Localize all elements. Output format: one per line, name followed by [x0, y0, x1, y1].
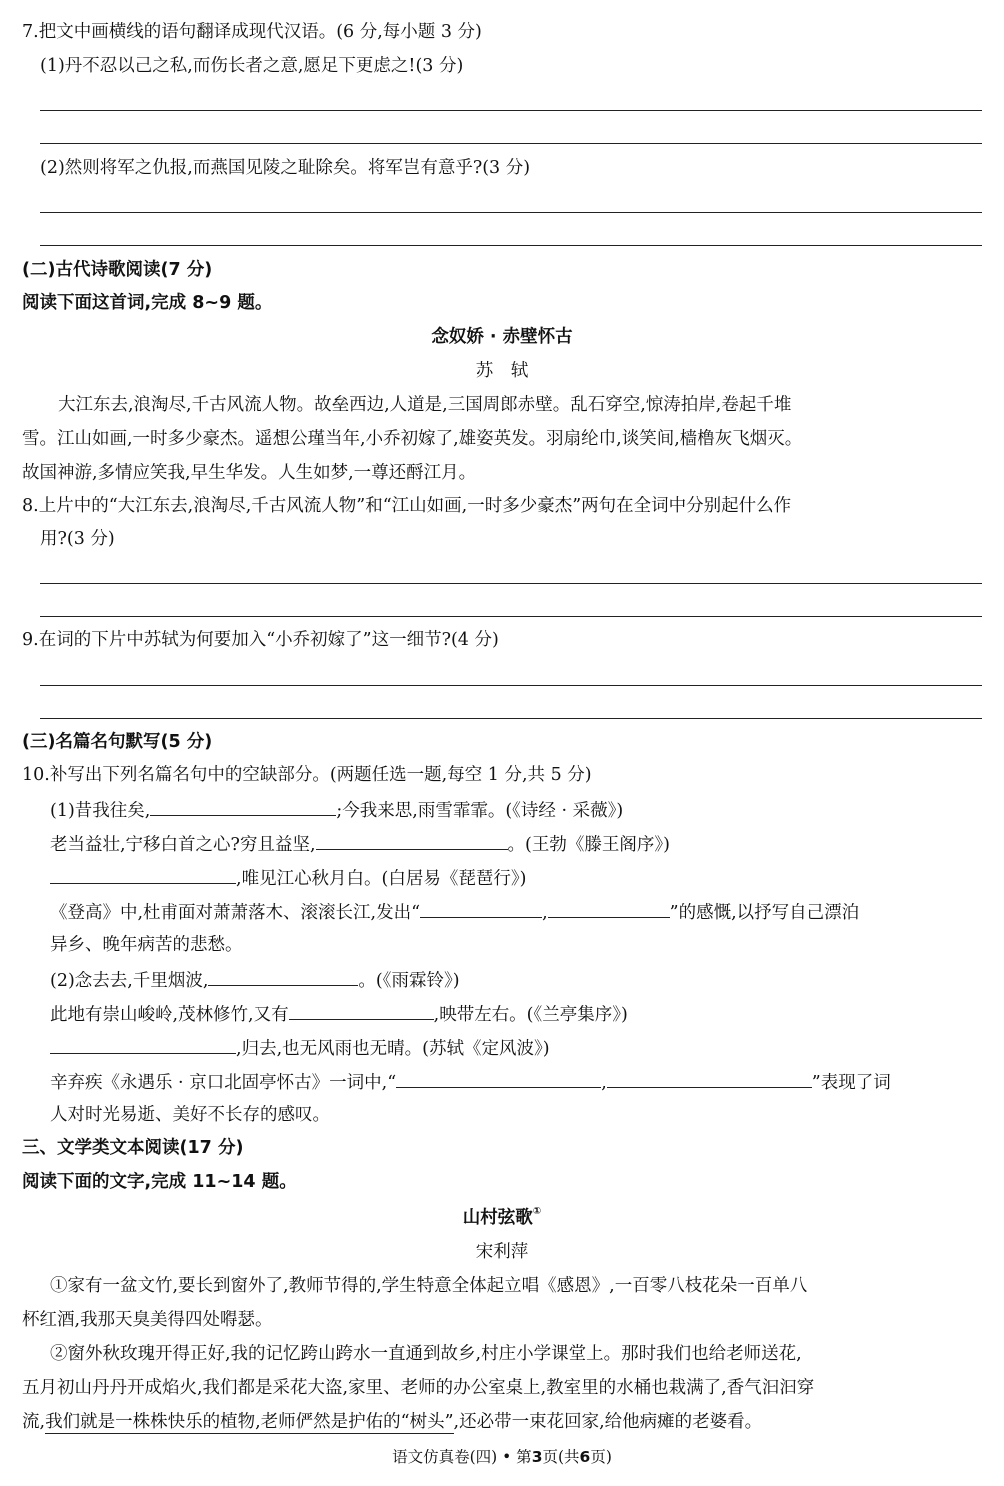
fill-line-8: 辛弃疾《永遇乐 · 京口北固亭怀古》一词中,“ , ”表现了词 [50, 1069, 891, 1095]
poem-author: 苏 轼 [475, 361, 529, 381]
article-title: 山村弦歌① [462, 1206, 542, 1228]
answer-line [40, 143, 982, 144]
section-heading-recitation: (三)名篇名句默写(5 分) [22, 732, 213, 752]
fill-blank[interactable] [150, 797, 336, 816]
q7-stem: 7.把文中画横线的语句翻译成现代汉语。(6 分,每小题 3 分) [22, 22, 482, 42]
footnote-marker: ① [532, 1206, 542, 1217]
underlined-sentence: 我们就是一株株快乐的植物,老师俨然是护佑的“树头” [45, 1412, 454, 1432]
fill-line-1: (1)昔我往矣, ;今我来思,雨雪霏霏。(《诗经 · 采薇》) [50, 797, 623, 823]
paragraph-line: ②窗外秋玫瑰开得正好,我的记忆跨山跨水一直通到故乡,村庄小学课堂上。那时我们也给老师送花, [50, 1344, 802, 1364]
page-footer: 语文仿真卷(四) • 第3页(共6页) [392, 1448, 612, 1466]
fill-blank[interactable] [316, 831, 508, 850]
q10-stem: 10.补写出下列名篇名句中的空缺部分。(两题任选一题,每空 1 分,共 5 分) [22, 765, 592, 785]
answer-line [40, 212, 982, 213]
q8-stem: 8.上片中的“大江东去,浪淘尽,千古风流人物”和“江山如画,一时多少豪杰”两句在全词中分别起什么作 [22, 496, 792, 516]
answer-line [40, 110, 982, 111]
page-number: 3 [531, 1448, 543, 1466]
q7-sub2: (2)然则将军之仇报,而燕国见陵之耻除矣。将军岂有意乎?(3 分) [40, 158, 531, 178]
fill-blank[interactable] [50, 1035, 236, 1054]
fill-blank[interactable] [208, 967, 358, 986]
fill-line-4-cont: 异乡、晚年病苦的悲愁。 [50, 935, 243, 955]
fill-line-3: ,唯见江心秋月白。(白居易《琵琶行》) [50, 865, 526, 891]
poem-line: 雪。江山如画,一时多少豪杰。遥想公瑾当年,小乔初嫁了,雄姿英发。羽扇纶巾,谈笑间,樯橹灰飞烟灭。 [22, 429, 803, 449]
fill-line-4: 《登高》中,杜甫面对萧萧落木、滚滚长江,发出“ , ”的感慨,以抒写自己漂泊 [50, 899, 859, 925]
answer-line [40, 583, 982, 584]
fill-line-5: (2)念去去,千里烟波, 。(《雨霖铃》) [50, 967, 460, 993]
fill-line-6: 此地有崇山峻岭,茂林修竹,又有 ,映带左右。(《兰亭集序》) [50, 1001, 628, 1027]
fill-blank[interactable] [548, 899, 670, 918]
answer-line [40, 685, 982, 686]
fill-blank[interactable] [289, 1001, 434, 1020]
answer-line [40, 718, 982, 719]
paragraph-line: 杯红酒,我那天臭美得四处嘚瑟。 [22, 1310, 273, 1330]
fill-blank[interactable] [607, 1069, 812, 1088]
article-author: 宋利萍 [475, 1242, 529, 1262]
fill-line-2: 老当益壮,宁移白首之心?穷且益坚, 。(王勃《滕王阁序》) [50, 831, 670, 857]
answer-line [40, 616, 982, 617]
q9-stem: 9.在词的下片中苏轼为何要加入“小乔初嫁了”这一细节?(4 分) [22, 630, 499, 650]
answer-line [40, 245, 982, 246]
paragraph-line: 五月初山丹丹开成焰火,我们都是采花大盗,家里、老师的办公室桌上,教室里的水桶也栽满了,香气汩汩穿 [22, 1378, 815, 1398]
literary-instruction: 阅读下面的文字,完成 11~14 题。 [22, 1172, 297, 1192]
poem-line: 故国神游,多情应笑我,早生华发。人生如梦,一尊还酹江月。 [22, 463, 477, 483]
fill-blank[interactable] [396, 1069, 601, 1088]
part-heading-literary: 三、文学类文本阅读(17 分) [22, 1138, 244, 1158]
section-heading-poetry: (二)古代诗歌阅读(7 分) [22, 260, 213, 280]
q8-stem-cont: 用?(3 分) [40, 529, 115, 549]
poem-title: 念奴娇 · 赤壁怀古 [431, 327, 573, 347]
paragraph-line: ①家有一盆文竹,要长到窗外了,教师节得的,学生特意全体起立唱《感恩》,一百零八枝花朵一百单八 [50, 1276, 808, 1296]
poem-line: 大江东去,浪淘尽,千古风流人物。故垒西边,人道是,三国周郎赤壁。乱石穿空,惊涛拍岸,卷起千堆 [58, 395, 792, 415]
fill-blank[interactable] [420, 899, 542, 918]
fill-line-8-cont: 人对时光易逝、美好不长存的感叹。 [50, 1105, 330, 1125]
q7-sub1: (1)丹不忍以己之私,而伤长者之意,愿足下更虑之!(3 分) [40, 56, 464, 76]
poetry-instruction: 阅读下面这首词,完成 8~9 题。 [22, 293, 273, 313]
fill-line-7: ,归去,也无风雨也无晴。(苏轼《定风波》) [50, 1035, 550, 1061]
paragraph-line: 流,我们就是一株株快乐的植物,老师俨然是护佑的“树头”,还必带一束花回家,给他病瘫的老婆看。 [22, 1412, 763, 1432]
fill-blank[interactable] [50, 865, 236, 884]
page-total: 6 [579, 1448, 591, 1466]
